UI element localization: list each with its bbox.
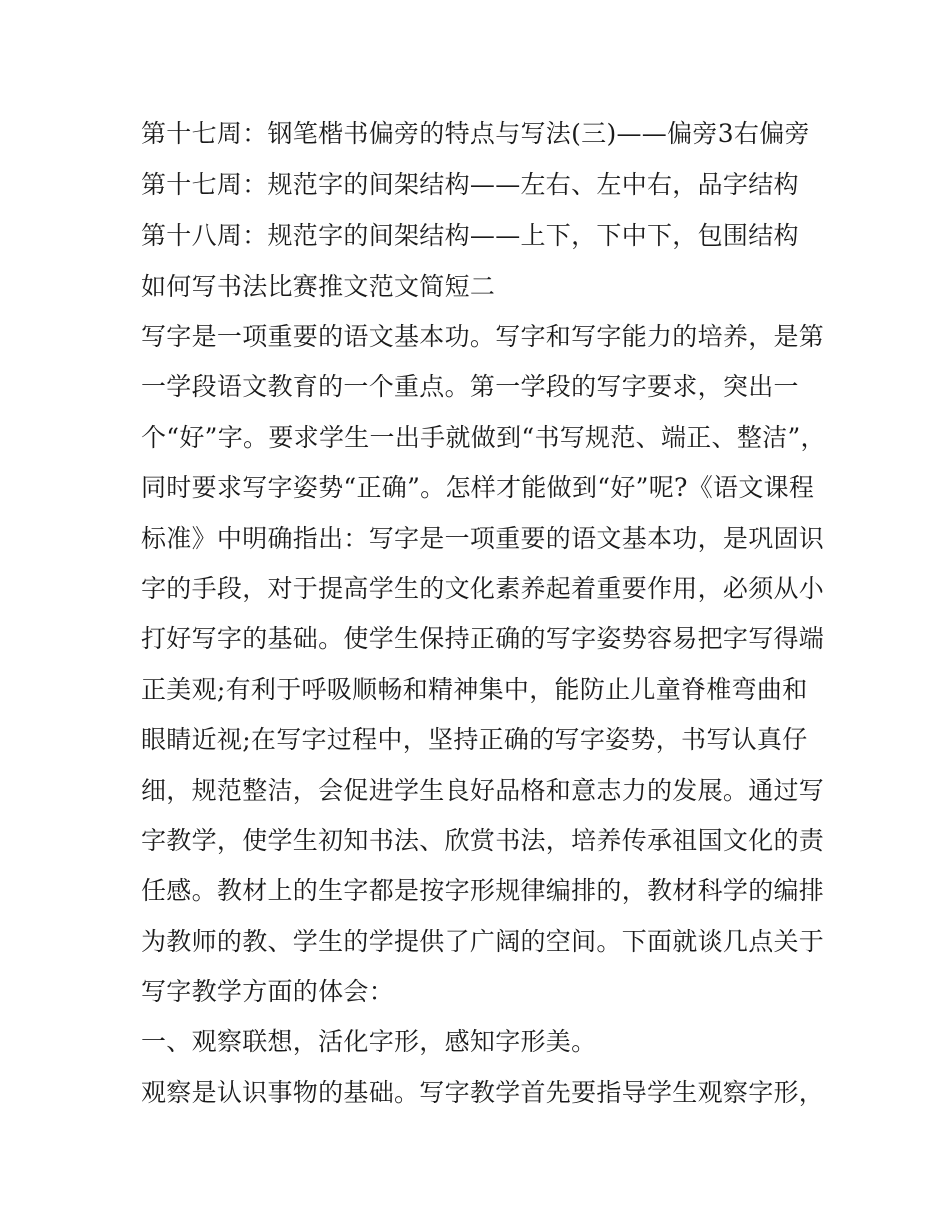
paragraph-line: 任感。教材上的生字都是按字形规律编排的，教材科学的编排: [141, 876, 825, 906]
paragraph-line: 眼睛近视;在写字过程中，坚持正确的写字姿势，书写认真仔: [141, 725, 808, 755]
document-body: [141, 108, 826, 1118]
body-paragraph: [141, 312, 826, 1118]
paragraph-line: 写字是一项重要的语文基本功。写字和写字能力的培养，是第: [141, 322, 825, 351]
paragraph-line: 写字教学方面的体会：: [141, 977, 395, 1007]
paragraph-line: 同时要求写字姿势“正确”。怎样才能做到“好”呢?《语文课程: [141, 473, 815, 503]
schedule-item-week17-structure: 第十七周：规范字的间架结构——左右、左中右，品字结构: [141, 170, 799, 199]
section-title: 如何写书法比赛推文范文简短二: [141, 272, 496, 301]
subheading-observation: 一、观察联想，活化字形，感知字形美。: [141, 1027, 597, 1057]
schedule-item-week17-radicals: 第十七周：钢笔楷书偏旁的特点与写法(三)——偏旁3右偏旁: [141, 119, 810, 148]
paragraph-line: 正美观;有利于呼吸顺畅和精神集中，能防止儿童脊椎弯曲和: [141, 674, 808, 704]
paragraph-line: 一学段语文教育的一个重点。第一学段的写字要求，突出一: [141, 372, 799, 402]
paragraph-line: 标准》中明确指出：写字是一项重要的语文基本功，是巩固识: [141, 523, 825, 553]
schedule-item-week18-structure: 第十八周：规范字的间架结构——上下，下中下，包围结构: [141, 221, 799, 250]
paragraph-line: 细，规范整洁，会促进学生良好品格和意志力的发展。通过写: [141, 775, 825, 805]
paragraph-line: 字的手段，对于提高学生的文化素养起着重要作用，必须从小: [141, 573, 825, 603]
paragraph-line: 个“好”字。要求学生一出手就做到“书写规范、端正、整洁”，: [141, 422, 826, 452]
paragraph-line: 观察是认识事物的基础。写字教学首先要指导学生观察字形，: [141, 1077, 825, 1107]
paragraph-line: 打好写字的基础。使学生保持正确的写字姿势容易把字写得端: [141, 624, 825, 654]
schedule-list: [141, 108, 821, 261]
paragraph-line: 字教学，使学生初知书法、欣赏书法，培养传承祖国文化的责: [141, 825, 825, 855]
paragraph-line: 为教师的教、学生的学提供了广阔的空间。下面就谈几点关于: [141, 926, 825, 956]
